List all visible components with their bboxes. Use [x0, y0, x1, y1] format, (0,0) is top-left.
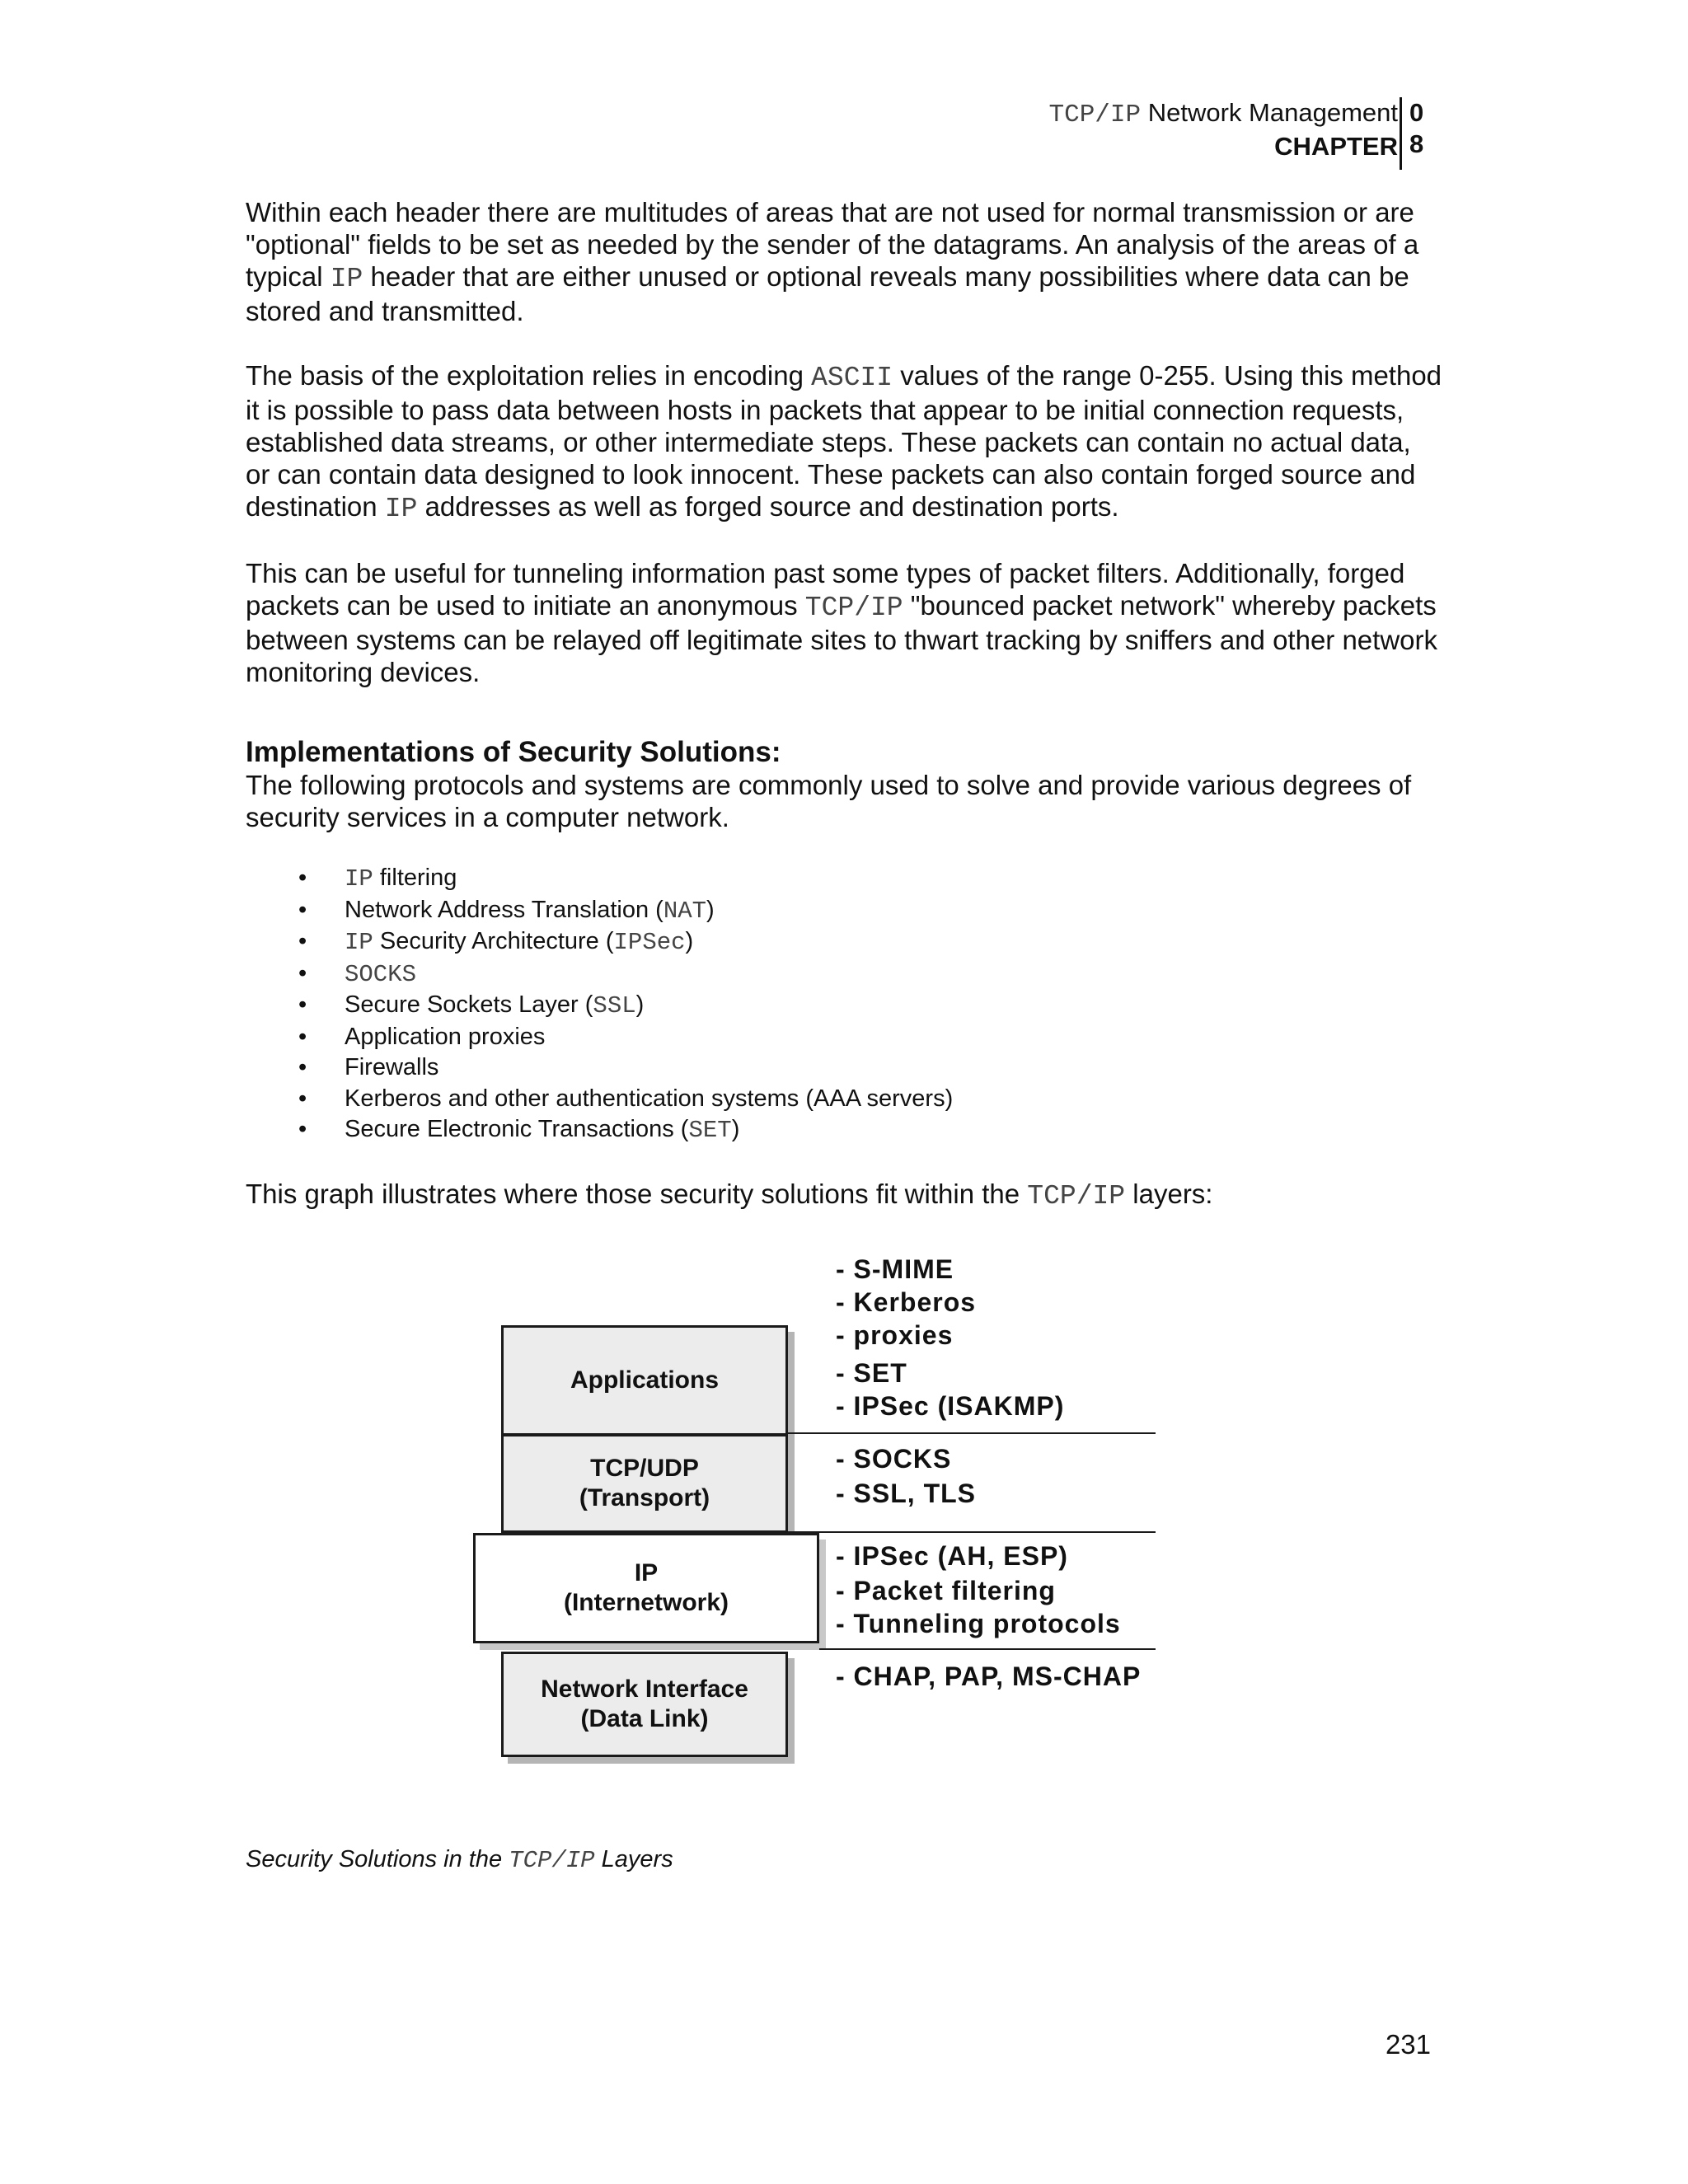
- security-solutions-list: [246, 863, 1442, 1146]
- solution-ssl-tls: - SSL, TLS: [836, 1479, 976, 1508]
- solution-set: - SET: [836, 1358, 907, 1388]
- running-header: [1049, 97, 1399, 162]
- section-intro: The following protocols and systems are commonly used to solve and provide various degrees of security services in a computer network.: [246, 770, 1412, 832]
- figure-caption: Security Solutions in the TCP/IP Layers: [246, 1846, 673, 1874]
- chapter-number: [1409, 97, 1423, 160]
- bullet-icon: •: [298, 1116, 307, 1142]
- paragraph-2-text-a: The basis of the exploitation relies in encoding: [246, 360, 812, 391]
- list-item: • Secure Sockets Layer (SSL): [298, 991, 645, 1019]
- running-header-mono: TCP/IP: [1048, 101, 1142, 129]
- list-item: • Kerberos and other authentication systems (AAA servers): [246, 1084, 1442, 1115]
- section-title: Implementations of Security Solutions:: [246, 736, 781, 768]
- paragraph-2: [246, 359, 1442, 525]
- separator-ip-link: [819, 1648, 1156, 1650]
- paragraph-2-text-c: addresses as well as forged source and destination ports.: [417, 491, 1119, 522]
- solution-s-mime: - S-MIME: [836, 1254, 954, 1284]
- paragraph-3-text-a: This can be useful for tunneling information past some types of packet filters. Additionally, forged packets can be used to initiate an anonymous: [246, 558, 1405, 621]
- chapter-label: CHAPTER: [1274, 132, 1398, 161]
- solution-tunneling-protocols: - Tunneling protocols: [836, 1609, 1121, 1638]
- solution-proxies: - proxies: [836, 1320, 954, 1350]
- paragraph-2-code-ascii: ASCII: [811, 363, 893, 393]
- bullet-icon: •: [298, 865, 307, 891]
- chapter-digit-2: 8: [1409, 129, 1424, 158]
- separator-transport-ip: [788, 1531, 1156, 1533]
- solution-kerberos: - Kerberos: [836, 1287, 977, 1317]
- header-divider: [1400, 97, 1402, 170]
- running-header-text: Network Management: [1141, 98, 1398, 127]
- paragraph-1: [246, 196, 1442, 327]
- solution-packet-filtering: - Packet filtering: [836, 1576, 1056, 1605]
- running-header-title: [1049, 97, 1399, 131]
- list-item: • IP Security Architecture (IPSec): [298, 928, 694, 956]
- paragraph-1-code-ip: IP: [330, 264, 363, 294]
- bullet-icon: •: [298, 959, 307, 987]
- bullet-icon: •: [298, 991, 307, 1018]
- list-item: • IP filtering: [298, 865, 457, 893]
- chapter-digit-1: 0: [1409, 98, 1424, 127]
- paragraph-1-text-a: Within each header there are multitudes of areas that are not used for normal transmission or are "optional" fields to be set as needed by the sender of the datagrams. An analysis of the areas of a typical: [246, 197, 1419, 292]
- bullet-icon: •: [298, 896, 307, 923]
- page-number: 231: [1385, 2029, 1431, 2060]
- paragraph-3-text-b: "bounced packet network" whereby packets between systems can be relayed off legitimate sites to thwart tracking by sniffers and other network monitoring devices.: [246, 590, 1438, 687]
- bullet-icon: •: [298, 1023, 307, 1050]
- tcpip-security-diagram: [470, 1253, 1212, 1780]
- bullet-icon: •: [298, 1054, 307, 1080]
- layer-applications: Applications: [501, 1325, 788, 1436]
- list-item: • Secure Electronic Transactions (SET): [298, 1116, 740, 1144]
- paragraph-1-text-b: header that are either unused or optional reveals many possibilities where data can be stored and transmitted.: [246, 261, 1409, 326]
- paragraph-2-text-b: values of the range 0-255. Using this method it is possible to pass data between hosts in packets that appear to be initial connection requests, established data streams, or other intermediate steps. These packets can contain no actual data, or can contain data designed to look innocent. These packets can also contain forged source and destination: [246, 360, 1442, 522]
- paragraph-2-code-ip: IP: [384, 494, 418, 524]
- list-item: • Firewalls: [246, 1052, 1442, 1084]
- paragraph-3-code-tcpip: TCP/IP: [804, 593, 903, 623]
- bullet-icon: •: [298, 928, 307, 954]
- paragraph-3: [246, 557, 1442, 688]
- layer-transport: TCP/UDP (Transport): [501, 1434, 788, 1533]
- graph-intro: This graph illustrates where those security solutions fit within the TCP/IP layers:: [246, 1178, 1213, 1212]
- list-item: • Network Address Translation (NAT): [298, 896, 715, 925]
- list-item: • SOCKS: [298, 959, 417, 988]
- solution-chap-pap-ms-chap: - CHAP, PAP, MS-CHAP: [836, 1661, 1142, 1691]
- list-item: • Application proxies: [246, 1022, 1442, 1053]
- solution-socks: - SOCKS: [836, 1444, 952, 1474]
- solution-ipsec-isakmp: - IPSec (ISAKMP): [836, 1391, 1065, 1421]
- bullet-icon: •: [298, 1085, 307, 1112]
- solution-ipsec-ah-esp: - IPSec (AH, ESP): [836, 1541, 1068, 1571]
- layer-internetwork: IP (Internetwork): [473, 1533, 819, 1643]
- page-content: [246, 196, 1442, 1212]
- layer-network-interface: Network Interface (Data Link): [501, 1652, 788, 1757]
- separator-app-transport: [788, 1432, 1156, 1434]
